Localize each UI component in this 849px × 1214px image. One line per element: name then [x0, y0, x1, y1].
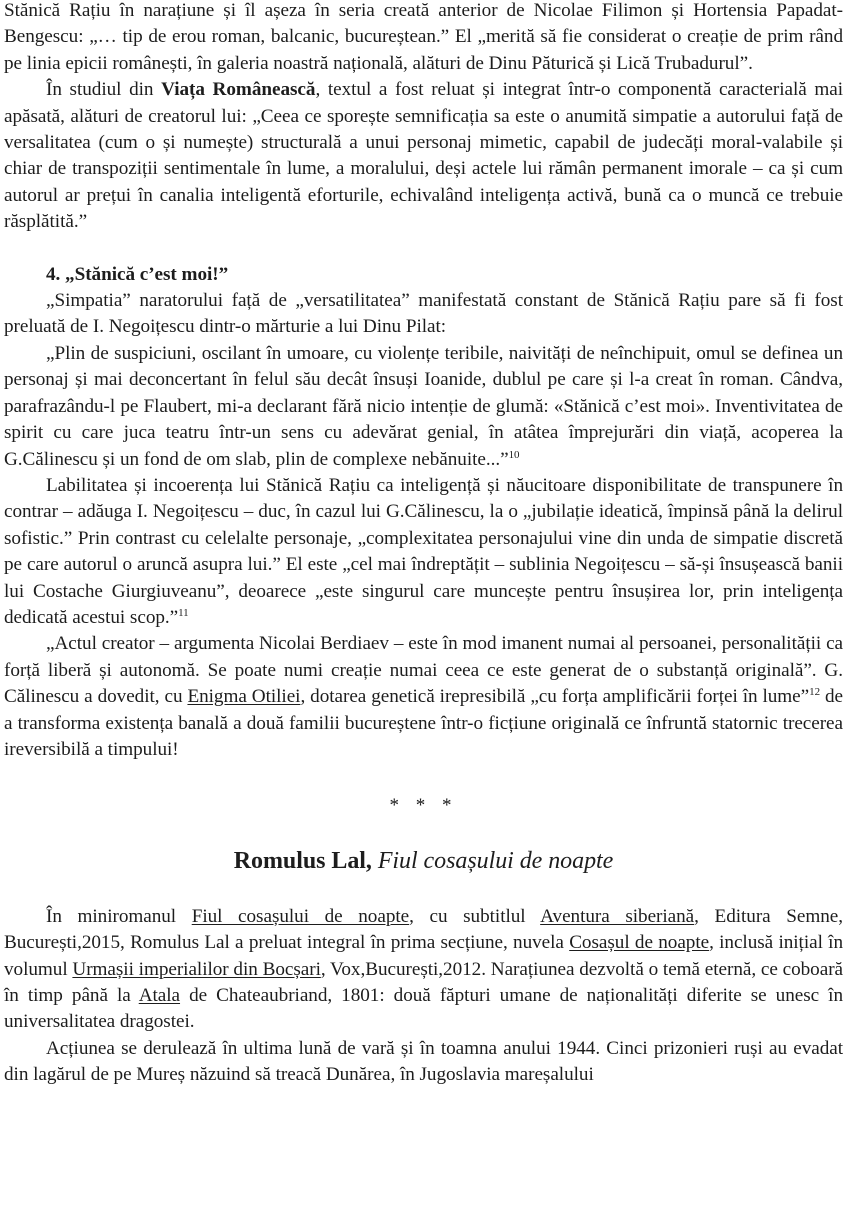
book-title-underlined: Fiul cosașului de noapte — [191, 905, 410, 927]
footnote-ref: 12 — [809, 686, 821, 699]
text-run: În miniromanul — [46, 905, 192, 927]
text-run: , dotarea genetică irepresibilă „cu forța amplificării forței în lume” — [300, 686, 810, 708]
text-run: „Actul creator – argumenta Nicolai Berdiaev – este în mod imanent numai al persoanei, personalității ca forță liberă și autonomă. Se poate numi creație numai ceea ce este generat de o substanță originală”. G. Călinescu a dovedit, cu — [4, 633, 843, 708]
text-run: În studiul din — [46, 79, 162, 101]
footnote-ref: 11 — [178, 606, 189, 619]
footnote-ref: 10 — [508, 448, 520, 461]
paragraph — [4, 904, 843, 1036]
text-run: de Chateaubriand, 1801: două făpturi umane de naționalități diferite se unesc în universalitatea dragostei. — [4, 985, 843, 1033]
book-title-underlined: Aventura siberiană — [540, 905, 695, 927]
book-title-underlined: Urmașii imperialilor din Bocșari — [72, 958, 321, 980]
paragraph: „Simpatia” naratorului față de „versatilitatea” manifestată constant de Stănică Rațiu pare să fi fost preluată de I. Negoițescu dintr-o mărturie a lui Dinu Pilat: — [4, 290, 843, 338]
paragraph — [4, 631, 843, 763]
article-work-title: Fiul cosașului de noapte — [377, 847, 614, 874]
text-run: de a transforma existența banală a două familii bucureștene într-o ficțiune originală ce înfruntă statornic trecerea ireversibilă a timpului! — [4, 686, 843, 760]
paragraph — [4, 473, 843, 631]
book-title-underlined: Cosașul de noapte — [569, 932, 710, 954]
paragraph — [4, 341, 843, 473]
text-run: , Vox,București,2012. Narațiunea dezvoltă o temă eternă, ce coboară în timp până la — [4, 958, 843, 1006]
text-run: , textul a fost reluat și integrat într-o componentă caracterială mai apăsată, alături de creatorul lui: „Ceea ce sporește semnificația sa este o anumită simpatie a autorului față de versalitatea (cum o și numește) structurală a unui personaj mimetic, capabil de judecăți moral-valabile și chiar de transpoziții sentimentale în lume, a moralului, deși actele lui rămân permanent imorale – ca și cum autorul ar prețui în canalia inteligentă eforturile, echivalând inteligența activă, bună ca o muncă ce trebuie răsplătită.” — [4, 79, 843, 233]
paragraph: Acțiunea se derulează în ultima lună de vară și în toamna anului 1944. Cinci prizonieri ruși au evadat din lagărul de pe Mureș năzuind să treacă Dunărea, în Jugoslavia mareșalului — [4, 1037, 843, 1086]
article-author: Romulus Lal, — [233, 847, 378, 874]
book-title-underlined: Atala — [138, 985, 181, 1006]
paragraph — [4, 77, 843, 235]
article-title — [4, 846, 843, 876]
paragraph: Stănică Rațiu în narațiune și îl așeza în seria creată anterior de Nicolae Filimon și Hortensia Papadat- Bengescu: „… tip de erou roman, balcanic, bucureștean.” El „merită să fie considerat o creație de prim rând pe linia epicii românești, în galeria noastră națională, alături de Dinu Păturică și Lică Trubadurul”. — [4, 0, 843, 74]
quote-text: „Plin de suspiciuni, oscilant în umoare, cu violențe teribile, naivități de neînchipuit, omul se definea un personaj și mai deconcertant în felul său decât însuși Ioanide, dublul pe care și l-a creat în roman. Cândva, parafrazându-l pe Flaubert, mi-a declarant fără nicio intenție de glumă: «Stănică c’est moi». Inventivitatea de spirit cu care juca teatru într-un sens cu adevărat genial, în atâtea împrejurări din viață, acoperea la G.Călinescu și un fond de om slab, plin de complexe nebănuite...” — [4, 342, 843, 470]
text-run: Labilitatea și incoerența lui Stănică Rațiu ca inteligență și năucitoare disponibilitate de transpunere în contrar – adăuga I. Negoițescu – duc, în cazul lui G.Călinescu, la o „jubilație ideatică, împinsă până la delirul sofistic.” Prin contrast cu celelalte personaje, „complexitatea personajului vine din unda de simpatie discretă pe care autorul o aruncă asupra lui.” El este „cel mai îndreptățit – sublinia Negoițescu – să-și însușească banii lui Costache Giurgiuveanu”, deoarece „este singurul care muncește pentru însușirea lor, prin inteligența dedicată acestui scop.” — [4, 474, 843, 628]
section-heading: 4. „Stănică c’est moi!” — [46, 263, 229, 285]
text-run: , Editura Semne, București,2015, Romulus Lal a preluat integral în prima secțiune, nuvela — [4, 905, 843, 954]
text-run: , inclusă inițial în volumul — [4, 932, 843, 980]
section-separator: * * * — [389, 795, 458, 817]
journal-name: Viața Românească — [161, 79, 316, 101]
text-run: , cu subtitlul — [409, 905, 541, 927]
book-title-underlined: Enigma Otiliei — [187, 686, 301, 708]
